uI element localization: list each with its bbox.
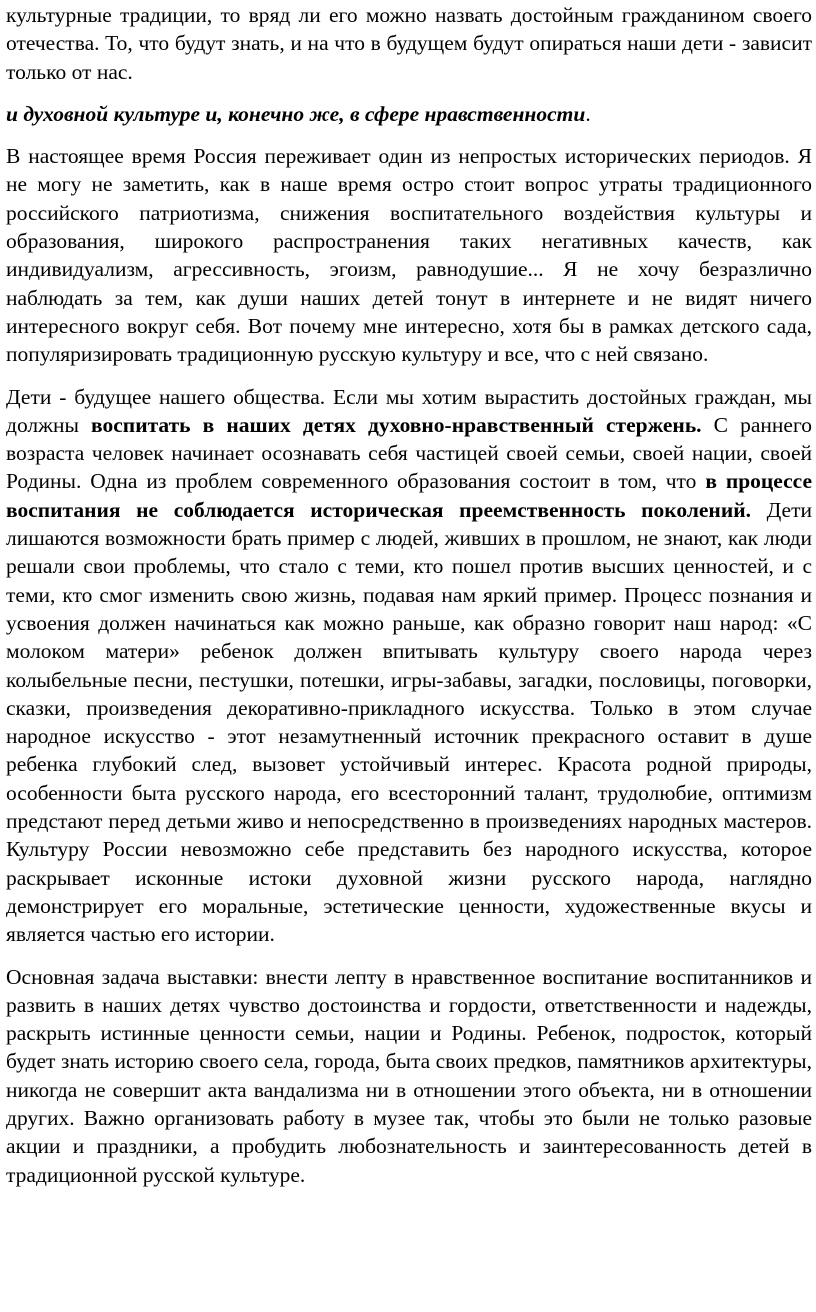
document-page — [0, 1, 816, 1312]
paragraph-children — [6, 383, 812, 949]
paragraph-russia: В настоящее время Россия переживает один из непростых исторических периодов. Я не могу не заметить, как в наше время остро стоит вопрос утраты традиционного российского патриотизма, снижения воспитательного воздействия культуры и образования, широкого распространения таких негативных качеств, как индивидуализм, агрессивность, эгоизм, равнодушие... Я не хочу безразлично наблюдать за тем, как души наших детей тонут в интернете и не видят ничего интересного вокруг себя. Вот почему мне интересно, хотя бы в рамках детского сада, популяризировать традиционную русскую культуру и все, что с ней связано. — [6, 144, 812, 367]
paragraph-emphasis — [6, 100, 812, 128]
children-text-c: Дети лишаются возможности брать пример с людей, живших в прошлом, не знают, как люди решали свои проблемы, что стало с теми, кто пошел против высших ценностей, и с теми, кто смог изменить свою жизнь, подавая нам яркий пример. Процесс познания и усвоения должен начинаться как можно раньше, как образно говорит наш народ: «С молоком матери» ребенок должен впитывать культуру своего народа через колыбельные песни, пестушки, потешки, игры-забавы, загадки, пословицы, поговорки, сказки, произведения декоративно-прикладного искусства. Только в этом случае народное искусство - этот незамутненный источник прекрасного оставит в душе ребенка глубокий след, вызовет устойчивый интерес. Красота родной природы, особенности быта русского народа, его всесторонний талант, трудолюбие, оптимизм предстают перед детьми живо и непосредственно в произведениях народных мастеров. Культуру России невозможно себе представить без народного искусства, которое раскрывает исконные истоки духовной жизни русского народа, наглядно демонстрирует его моральные, эстетические ценности, художественные вкусы и является частью его истории. — [6, 497, 812, 947]
paragraph-intro: культурные традиции, то вряд ли его можно назвать достойным гражданином своего отечества. То, что будут знать, и на что в будущем будут опираться наши дети - зависит только от нас. — [6, 3, 812, 84]
children-text-b: С раннего возраста человек начинает осознавать себя частицей своей семьи, своей нации, своей Родины. Одна из проблем современного образования состоит в том, что — [6, 412, 812, 494]
paragraph-exhibition: Основная задача выставки: внести лепту в нравственное воспитание воспитанников и развить в наших детях чувство достоинства и гордости, ответственности и надежды, раскрыть истинные ценности семьи, нации и Родины. Ребенок, подросток, который будет знать историю своего села, города, быта своих предков, памятников архитектуры, никогда не совершит акта вандализма ни в отношении этого объекта, ни в отношении других. Важно организовать работу в музее так, чтобы это были не только разовые акции и праздники, а пробудить любознательность и заинтересованность детей в традиционной русской культуре. — [6, 964, 812, 1187]
emphasis-text: и духовной культуре и, конечно же, в сфере нравственности — [6, 101, 586, 126]
children-bold-1: воспитать в наших детях духовно-нравственный стержень. — [91, 412, 702, 437]
children-bold-2: в процессе воспитания не соблюдается историческая преемственность поколений. — [6, 469, 812, 522]
children-text-a: Дети - будущее нашего общества. Если мы хотим вырастить достойных граждан, мы должны — [6, 384, 812, 437]
emphasis-period: . — [585, 101, 591, 126]
